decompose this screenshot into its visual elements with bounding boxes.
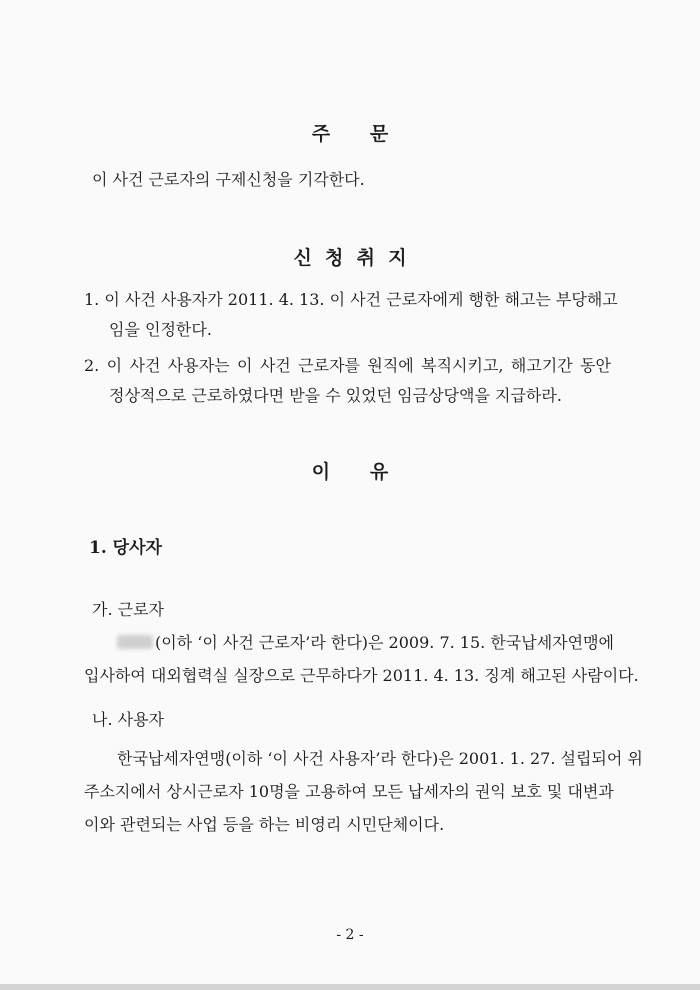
claim-item-2-line-1: 2. 이 사건 사용자는 이 사건 근로자를 원직에 복직시키고, 해고기간 동안 <box>84 356 611 375</box>
claim-item-1-line-2: 임을 인정한다. <box>109 320 212 339</box>
worker-line-1: (이하 ‘이 사건 근로자’라 한다)은 2009. 7. 15. 한국납세자연맹에 <box>155 633 614 652</box>
employer-line-3: 이와 관련되는 사업 등을 하는 비영리 시민단체이다. <box>84 815 445 834</box>
claim-item-2-line-2: 정상적으로 근로하였다면 받을 수 있었던 임금상당액을 지급하라. <box>109 386 562 405</box>
scan-edge <box>0 984 700 990</box>
claim-item-1-line-1: 1. 이 사건 사용자가 2011. 4. 13. 이 사건 근로자에게 행한 해고는 부당해고 <box>84 290 618 309</box>
worker-line-1-container <box>117 633 614 653</box>
employer-line-2: 주소지에서 상시근로자 10명을 고용하여 모든 납세자의 권익 보호 및 대변과 <box>84 782 614 801</box>
reasons-heading: 이 유 <box>311 461 389 483</box>
worker-line-2: 입사하여 대외협력실 실장으로 근무하다가 2011. 4. 13. 징계 해고된 사람이다. <box>84 666 639 685</box>
employer-subtitle: 나. 사용자 <box>92 710 164 729</box>
order-text: 이 사건 근로자의 구제신청을 기각한다. <box>92 170 365 189</box>
redacted-name <box>117 635 153 649</box>
section-1-title: 1. 당사자 <box>89 538 162 558</box>
order-heading: 주 문 <box>311 123 389 145</box>
claim-heading: 신 청 취 지 <box>293 247 407 269</box>
worker-subtitle: 가. 근로자 <box>92 600 164 619</box>
page-number: - 2 - <box>336 927 364 943</box>
employer-line-1: 한국납세자연맹(이하 ‘이 사건 사용자’라 한다)은 2001. 1. 27. 설립되어 위 <box>117 749 643 768</box>
